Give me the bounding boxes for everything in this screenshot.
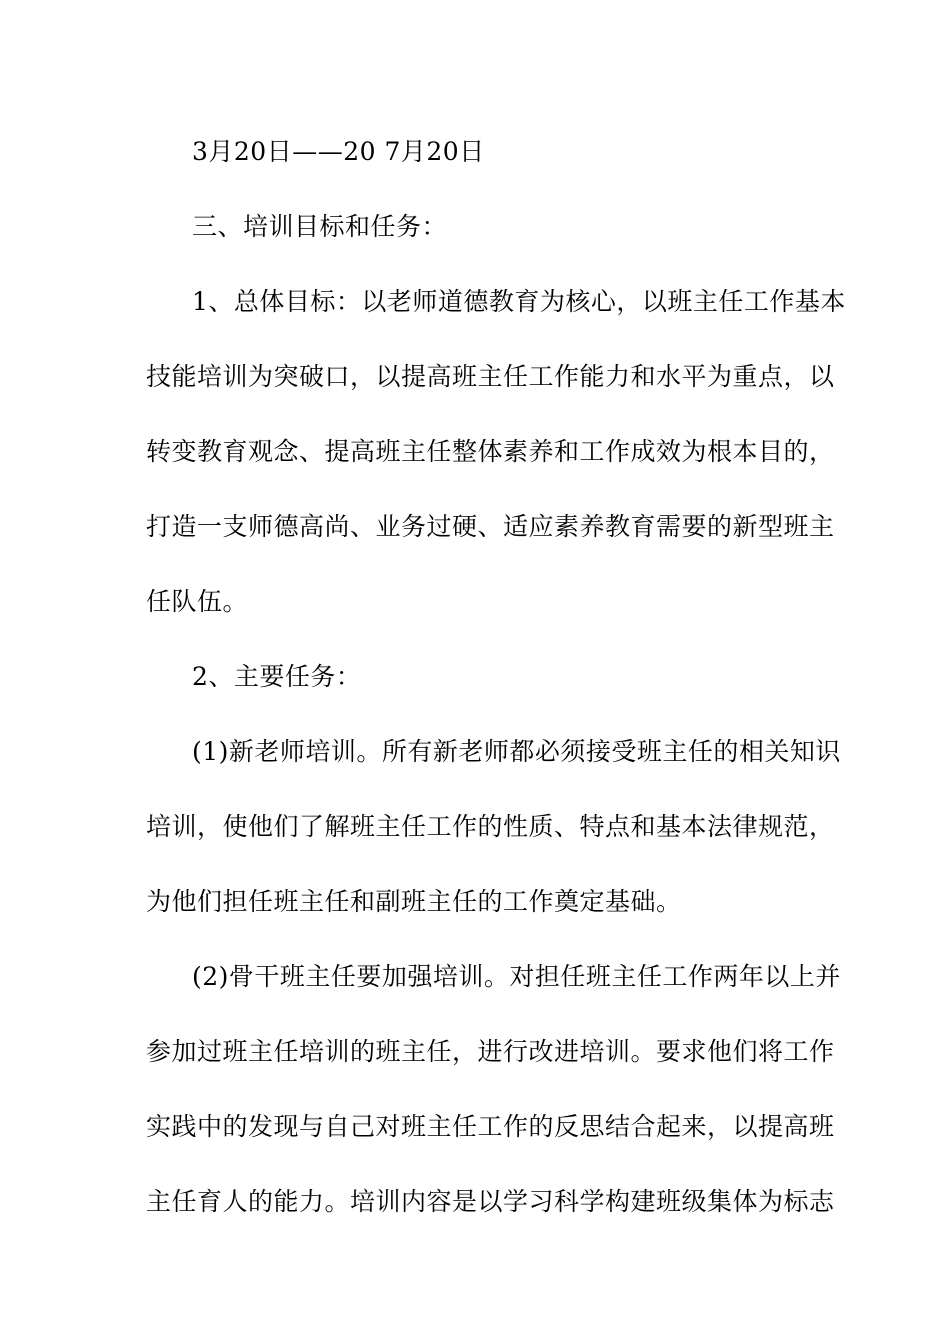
paragraph-line: 转变教育观念、提高班主任整体素养和工作成效为根本目的， [146, 437, 835, 466]
paragraph-line: 参加过班主任培训的班主任，进行改进培训。要求他们将工作 [146, 1037, 835, 1066]
paragraph-line: 为他们担任班主任和副班主任的工作奠定基础。 [146, 887, 682, 916]
paragraph-line: 培训，使他们了解班主任工作的性质、特点和基本法律规范， [146, 812, 835, 841]
paragraph-line: 1、总体目标：以老师道德教育为核心，以班主任工作基本 [192, 287, 846, 316]
paragraph-line: 实践中的发现与自己对班主任工作的反思结合起来，以提高班 [146, 1112, 835, 1141]
paragraph-line: 主任育人的能力。培训内容是以学习科学构建班级集体为标志 [146, 1187, 835, 1216]
paragraph-line: (1)新老师培训。所有新老师都必须接受班主任的相关知识 [192, 737, 841, 766]
paragraph-line: (2)骨干班主任要加强培训。对担任班主任工作两年以上并 [192, 962, 841, 991]
paragraph-line: 技能培训为突破口，以提高班主任工作能力和水平为重点，以 [146, 362, 835, 391]
date-range-line: 3月20日——20 7月20日 [192, 137, 485, 166]
paragraph-line: 打造一支师德高尚、业务过硬、适应素养教育需要的新型班主 [146, 512, 835, 541]
section-heading: 三、培训目标和任务： [192, 212, 448, 241]
paragraph-line: 任队伍。 [146, 587, 249, 616]
subsection-heading: 2、主要任务： [192, 662, 362, 691]
